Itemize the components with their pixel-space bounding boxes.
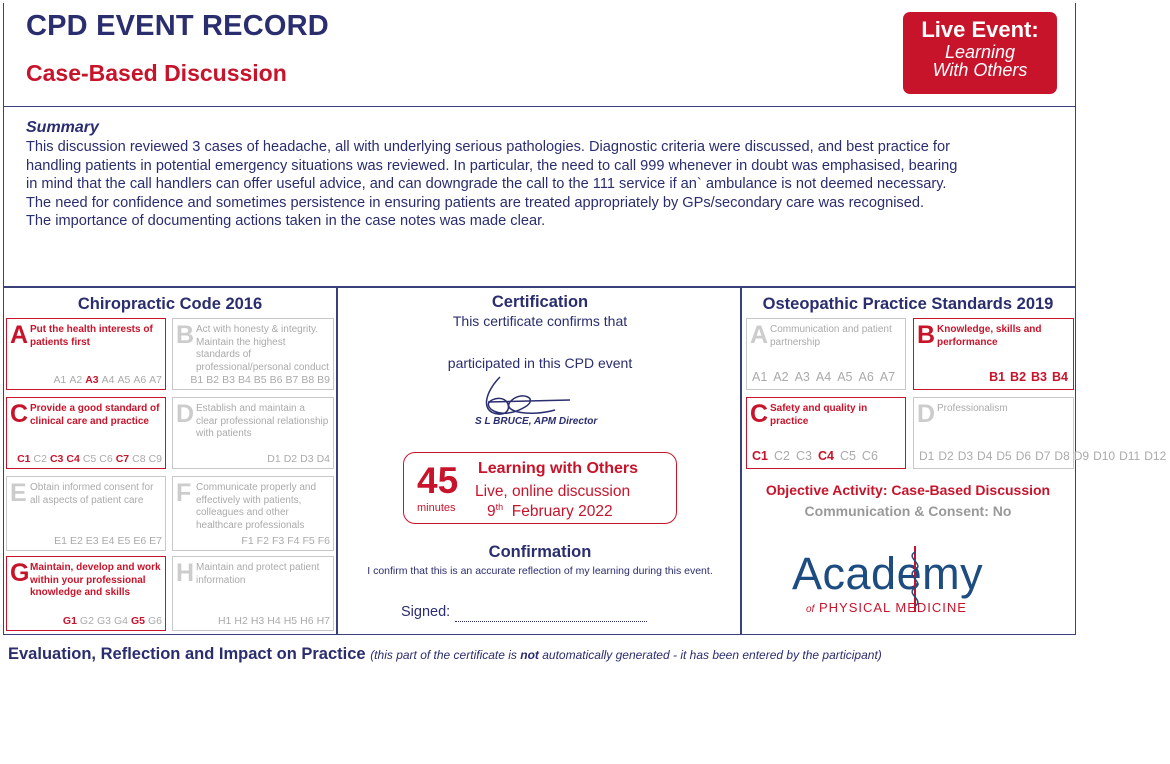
standard-code: H7 bbox=[316, 615, 330, 627]
chiro-standard-c bbox=[6, 397, 166, 469]
standard-code: E7 bbox=[149, 535, 162, 547]
standard-letter: B bbox=[176, 321, 195, 349]
certification-line2: participated in this CPD event bbox=[447, 355, 633, 371]
summary-line: This discussion reviewed 3 cases of headache, all with underlying serious pathologies. Diagnostic criteria were discussed, and best practice for bbox=[26, 139, 950, 155]
standard-code: B6 bbox=[269, 374, 283, 386]
summary-text bbox=[26, 138, 1056, 231]
standard-code: D3 bbox=[300, 453, 314, 465]
standard-code: D5 bbox=[996, 449, 1012, 463]
standard-code: F2 bbox=[256, 535, 269, 547]
standard-code: B8 bbox=[301, 374, 315, 386]
chiro-standard-h bbox=[172, 556, 334, 631]
caduceus-icon bbox=[900, 542, 930, 614]
standard-code: F4 bbox=[287, 535, 300, 547]
standard-code: B2 bbox=[206, 374, 220, 386]
badge-line3: With Others bbox=[932, 60, 1028, 80]
standard-letter: D bbox=[917, 400, 936, 428]
standard-code: G1 bbox=[62, 615, 77, 627]
standard-code: H5 bbox=[283, 615, 298, 627]
standard-code: D4 bbox=[977, 449, 993, 463]
standard-code: F6 bbox=[317, 535, 330, 547]
standard-code: D11 bbox=[1119, 449, 1141, 463]
page-subtitle: Case-Based Discussion bbox=[26, 60, 287, 86]
standard-description: Professionalism bbox=[937, 403, 1008, 414]
signature-graphic bbox=[470, 372, 590, 422]
standard-letter: A bbox=[10, 321, 29, 349]
standard-code: H3 bbox=[250, 615, 265, 627]
osteo-title: Osteopathic Practice Standards 2019 bbox=[762, 295, 1054, 313]
standard-letter: H bbox=[176, 559, 195, 587]
standard-code: C1 bbox=[752, 449, 768, 463]
event-date bbox=[487, 502, 613, 521]
osteo-standard-c bbox=[746, 397, 906, 469]
standard-description: Provide a good standard of clinical care and practice bbox=[30, 403, 160, 427]
standard-code: D1 bbox=[267, 453, 281, 465]
standard-code: F3 bbox=[271, 535, 285, 547]
standard-code: A4 bbox=[815, 370, 832, 384]
standard-description: Establish and maintain a clear professional relationship with patients bbox=[196, 403, 329, 439]
standard-code: B1 bbox=[190, 374, 204, 386]
standard-code: E2 bbox=[69, 535, 83, 547]
badge-line2: Learning bbox=[944, 42, 1016, 62]
standard-code: D8 bbox=[1054, 449, 1070, 463]
standard-code: A1 bbox=[53, 374, 67, 386]
standard-code: B1 bbox=[989, 370, 1006, 384]
standard-code: D10 bbox=[1093, 449, 1116, 463]
standard-code: B4 bbox=[1052, 370, 1068, 384]
standard-code: D9 bbox=[1073, 449, 1090, 463]
standard-code: H6 bbox=[300, 615, 314, 627]
evaluation-note-post: automatically generated - it has been entered by the participant) bbox=[538, 648, 882, 662]
divider bbox=[336, 287, 338, 635]
chiro-title: Chiropractic Code 2016 bbox=[77, 295, 263, 313]
standard-codes bbox=[7, 453, 162, 465]
page-title: CPD EVENT RECORD bbox=[26, 10, 329, 42]
standard-code: D1 bbox=[919, 449, 935, 463]
standard-code: E4 bbox=[101, 535, 115, 547]
standard-code: A4 bbox=[101, 374, 115, 386]
chiro-standard-b bbox=[172, 318, 334, 390]
standard-code: D3 bbox=[957, 449, 974, 463]
standard-code: A2 bbox=[69, 374, 83, 386]
standard-codes bbox=[752, 449, 900, 463]
standard-description: Maintain, develop and work within your professional knowledge and skills bbox=[30, 562, 161, 598]
summary-line: The importance of documenting actions taken in the case notes was made clear. bbox=[26, 213, 546, 229]
standard-code: B3 bbox=[1031, 370, 1048, 384]
standard-codes bbox=[173, 535, 330, 547]
standard-code: C4 bbox=[66, 453, 80, 465]
standard-description: Communicate properly and effectively with patients, colleagues and other healthcare professionals bbox=[196, 482, 317, 531]
confirmation-title: Confirmation bbox=[488, 543, 592, 561]
standard-code: H1 bbox=[217, 615, 232, 627]
event-day-suffix: th bbox=[495, 502, 504, 512]
standard-letter: C bbox=[10, 400, 29, 428]
standard-code: A5 bbox=[117, 374, 131, 386]
signed-label: Signed: bbox=[401, 604, 451, 620]
standard-code: B2 bbox=[1010, 370, 1027, 384]
event-type: Live, online discussion bbox=[475, 483, 631, 500]
standard-code: E3 bbox=[85, 535, 99, 547]
standard-code: A3 bbox=[85, 374, 99, 386]
event-duration-label: minutes bbox=[417, 502, 456, 514]
standard-code: D12 bbox=[1144, 449, 1167, 463]
standard-codes bbox=[173, 453, 330, 465]
standard-description: Act with honesty & integrity. Maintain the highest standards of professional/personal conduct bbox=[196, 324, 329, 373]
standard-code: A6 bbox=[133, 374, 147, 386]
standard-code: A1 bbox=[752, 370, 768, 384]
standard-code: C7 bbox=[115, 453, 130, 465]
standard-code: C8 bbox=[132, 453, 146, 465]
standard-code: F5 bbox=[302, 535, 315, 547]
standard-codes bbox=[752, 370, 900, 384]
evaluation-note bbox=[370, 648, 882, 662]
academy-logo: Academy bbox=[792, 548, 984, 599]
divider bbox=[740, 287, 742, 635]
standard-description: Maintain and protect patient information bbox=[196, 562, 320, 586]
standard-code: D6 bbox=[1015, 449, 1032, 463]
standard-code: H2 bbox=[234, 615, 248, 627]
standard-code: C5 bbox=[839, 449, 856, 463]
standard-codes bbox=[7, 374, 162, 386]
standard-letter: D bbox=[176, 400, 195, 428]
standard-code: A6 bbox=[858, 370, 874, 384]
standard-code: C3 bbox=[49, 453, 64, 465]
standard-code: B4 bbox=[237, 374, 251, 386]
live-event-badge bbox=[903, 12, 1057, 94]
confirmation-text: I confirm that this is an accurate reflection of my learning during this event. bbox=[367, 565, 713, 577]
objective-activity: Objective Activity: Case-Based Discussion bbox=[765, 482, 1051, 498]
standard-code: D2 bbox=[938, 449, 954, 463]
standard-code: A7 bbox=[879, 370, 896, 384]
standard-code: C5 bbox=[82, 453, 97, 465]
event-day: 9 bbox=[487, 503, 496, 521]
standard-code: D2 bbox=[283, 453, 298, 465]
standard-code: C1 bbox=[17, 453, 31, 465]
chiro-standard-a bbox=[6, 318, 166, 390]
standard-code: A3 bbox=[794, 370, 810, 384]
standard-code: B5 bbox=[253, 374, 267, 386]
standard-code: E6 bbox=[133, 535, 147, 547]
standard-code: G4 bbox=[113, 615, 128, 627]
event-duration: 45 bbox=[417, 460, 459, 501]
standard-codes bbox=[7, 615, 162, 627]
standard-codes bbox=[919, 449, 1167, 463]
standard-description: Put the health interests of patients first bbox=[30, 324, 153, 348]
standard-code: B3 bbox=[222, 374, 235, 386]
standard-code: E1 bbox=[54, 535, 67, 547]
evaluation-note-bold: not bbox=[520, 648, 539, 662]
certification-line1: This certificate confirms that bbox=[452, 313, 628, 329]
standard-code: C3 bbox=[795, 449, 812, 463]
summary-line: The need for confidence and sometimes persistence in ensuring patients are treated appropriately by GPs/secondary care was recognised. bbox=[26, 194, 925, 211]
standard-code: G5 bbox=[130, 615, 145, 627]
summary-line: in mind that the call handlers can offer useful advice, and can downgrade the call to the 111 service if an` ambulance is not deemed necessary. bbox=[26, 176, 947, 192]
standard-code: A2 bbox=[773, 370, 789, 384]
standard-code: B9 bbox=[317, 374, 330, 386]
chiro-standard-g bbox=[6, 556, 166, 631]
signatory-name: S L BRUCE, APM Director bbox=[475, 416, 598, 427]
standard-description: Communication and patient partnership bbox=[770, 324, 892, 348]
badge-line1: Live Event: bbox=[921, 17, 1039, 42]
standard-letter: F bbox=[176, 479, 192, 507]
event-title: Learning with Others bbox=[478, 460, 639, 477]
standard-code: E5 bbox=[117, 535, 131, 547]
logo-sub-text: PHYSICAL MEDICINE bbox=[818, 600, 967, 615]
standard-letter: E bbox=[10, 479, 27, 507]
chiro-standard-d bbox=[172, 397, 334, 469]
standard-code: H4 bbox=[267, 615, 281, 627]
certification-title: Certification bbox=[491, 293, 589, 311]
osteo-standard-d bbox=[913, 397, 1167, 469]
standard-codes bbox=[919, 370, 1068, 384]
standard-code: C2 bbox=[33, 453, 47, 465]
standard-codes bbox=[173, 374, 330, 386]
academy-logo-subtitle bbox=[806, 600, 967, 615]
standard-code: F1 bbox=[241, 535, 254, 547]
summary-line: handling patients in potential emergency situations was reviewed. In particular, the need to call 999 whenever in doubt was emphasised, bearing bbox=[26, 157, 958, 174]
standard-code: C6 bbox=[99, 453, 113, 465]
evaluation-title: Evaluation, Reflection and Impact on Practice bbox=[8, 645, 366, 663]
event-month-year: February 2022 bbox=[511, 503, 613, 521]
chiro-standard-f bbox=[172, 476, 334, 551]
osteo-standard-b bbox=[913, 318, 1074, 390]
standard-code: C6 bbox=[861, 449, 878, 463]
standard-code: D7 bbox=[1035, 449, 1051, 463]
standard-code: C4 bbox=[817, 449, 834, 463]
standard-description: Obtain informed consent for all aspects of patient care bbox=[30, 482, 154, 506]
standard-code: C9 bbox=[148, 453, 162, 465]
osteo-standard-a bbox=[746, 318, 906, 390]
standard-code: A7 bbox=[149, 374, 162, 386]
summary-heading: Summary bbox=[26, 119, 99, 136]
chiro-standard-e bbox=[6, 476, 166, 551]
standard-code: G6 bbox=[147, 615, 162, 627]
standard-description: Knowledge, skills and performance bbox=[937, 324, 1042, 348]
logo-of: of bbox=[806, 604, 815, 615]
standard-description: Safety and quality in practice bbox=[770, 403, 868, 427]
evaluation-note-pre: (this part of the certificate is bbox=[370, 648, 521, 662]
standard-code: D4 bbox=[316, 453, 330, 465]
standard-code: G3 bbox=[96, 615, 111, 627]
standard-letter: G bbox=[10, 559, 30, 587]
communication-consent: Communication & Consent: No bbox=[804, 503, 1012, 519]
evaluation-heading bbox=[8, 645, 882, 664]
standard-code: G2 bbox=[79, 615, 94, 627]
standard-code: B7 bbox=[285, 374, 299, 386]
standard-codes bbox=[173, 615, 330, 627]
standard-code: A5 bbox=[837, 370, 853, 384]
standard-codes bbox=[7, 535, 162, 547]
standard-letter: B bbox=[917, 321, 936, 349]
standard-letter: A bbox=[750, 321, 769, 349]
signature-line[interactable] bbox=[455, 621, 647, 622]
event-details-box bbox=[403, 452, 677, 524]
standard-letter: C bbox=[750, 400, 769, 428]
standard-code: C2 bbox=[773, 449, 790, 463]
